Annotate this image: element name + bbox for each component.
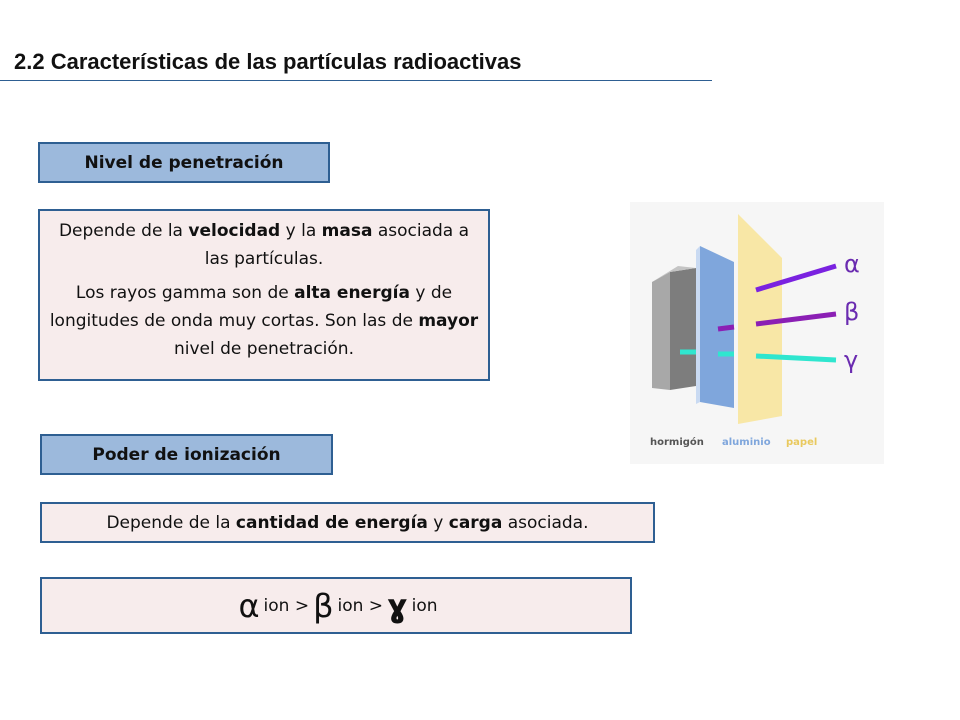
bold-greater: mayor [418, 311, 479, 331]
penetration-heading-label: Nivel de penetración [84, 152, 284, 173]
ion-gt-2: ion > [337, 595, 384, 616]
ionization-order [40, 577, 632, 634]
paper-sheet [738, 214, 782, 424]
beta-symbol: β [313, 586, 334, 625]
bold-mass: masa [321, 221, 373, 241]
aluminum-sheet-edge [696, 246, 700, 404]
ionization-heading-label: Poder de ionización [92, 444, 281, 465]
bold-velocity: velocidad [188, 221, 281, 241]
text-segment: y de longitudes de onda muy cortas. Son las de [49, 283, 453, 331]
penetration-description [38, 209, 490, 381]
concrete-block-front [652, 272, 670, 390]
gamma-label: γ [844, 346, 859, 374]
text-segment: y [427, 512, 449, 533]
ion-end: ion [411, 595, 438, 616]
penetration-paragraph-1 [48, 217, 480, 273]
penetration-paragraph-2 [48, 279, 480, 363]
beta-label: β [844, 298, 860, 326]
penetration-diagram-svg [630, 202, 884, 464]
concrete-block-side [670, 268, 696, 390]
page-title: 2.2 Características de las partículas radioactivas [14, 49, 522, 74]
gamma-symbol: ɣ [387, 586, 408, 625]
paper-label: papel [786, 437, 818, 448]
text-segment: asociada. [502, 512, 589, 533]
text-segment: y la [280, 221, 322, 241]
bold-energy-amount: cantidad de energía [235, 512, 428, 533]
bold-charge: carga [448, 512, 503, 533]
bold-high-energy: alta energía [294, 283, 410, 303]
ionization-heading [40, 434, 333, 475]
beta-ray-segment-1 [718, 327, 734, 329]
alpha-label: α [844, 250, 860, 278]
concrete-label: hormigón [650, 437, 704, 448]
alpha-symbol: α [238, 586, 260, 625]
penetration-diagram [630, 202, 884, 464]
aluminum-label: aluminio [722, 437, 771, 448]
penetration-heading [38, 142, 330, 183]
text-segment: nivel de penetración. [173, 339, 354, 359]
text-segment: asociada a las partículas. [204, 221, 470, 269]
ion-gt-1: ion > [263, 595, 310, 616]
ionization-text [106, 513, 588, 533]
title-underline [0, 80, 712, 81]
text-segment: Los rayos gamma son de [75, 283, 295, 303]
ionization-description [40, 502, 655, 543]
text-segment: Depende de la [58, 221, 189, 241]
text-segment: Depende de la [106, 512, 236, 533]
